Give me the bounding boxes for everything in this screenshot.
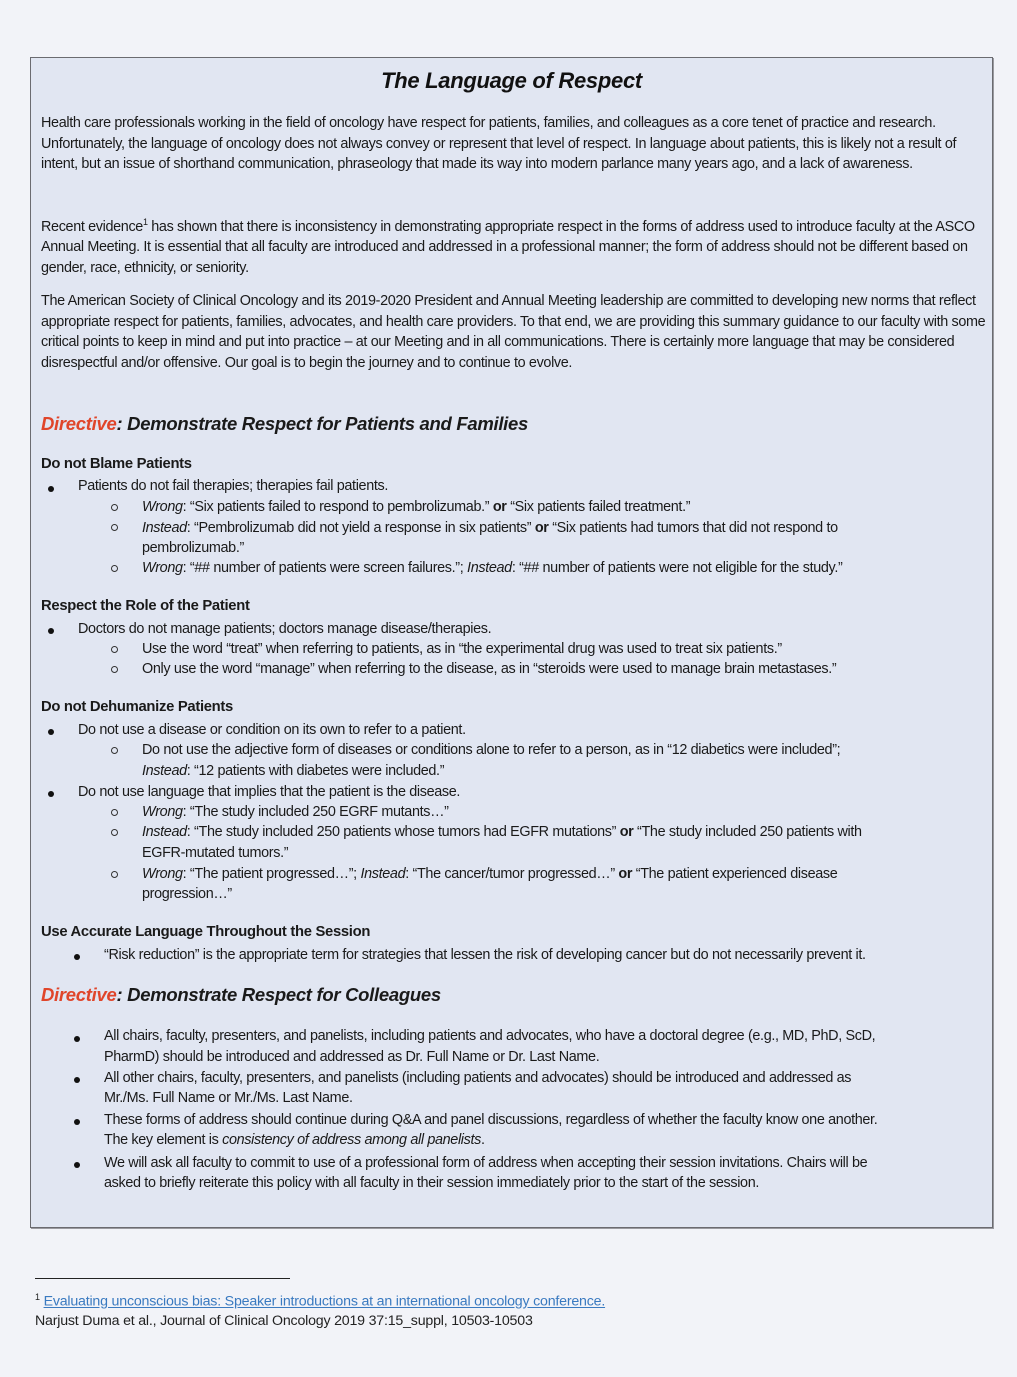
sub-list-item: Only use the word “manage” when referring to the disease, as in “steroids were used to manage brain metastases.”: [142, 661, 837, 677]
directive-colleagues-heading: Directive: Demonstrate Respect for Colleagues: [41, 984, 441, 1005]
sub-list-item: Instead: “The study included 250 patients whose tumors had EGFR mutations” or “The study included 250 patients with: [142, 824, 862, 840]
footnote-1: [35, 1292, 605, 1310]
sub-bullet-icon: [111, 747, 118, 754]
bullet-icon: [74, 1162, 80, 1168]
section-heading-blame: Do not Blame Patients: [41, 456, 192, 472]
page-title: The Language of Respect: [381, 68, 642, 93]
sub-list-item: Wrong: “Six patients failed to respond to pembrolizumab.” or “Six patients failed treatment.”: [142, 499, 691, 515]
sub-list-item: Use the word “treat” when referring to patients, as in “the experimental drug was used to treat six patients.”: [142, 641, 782, 657]
list-item-continuation: Mr./Ms. Full Name or Mr./Ms. Last Name.: [104, 1090, 353, 1106]
sub-bullet-icon: [111, 504, 118, 511]
bullet-icon: [48, 486, 54, 492]
footnote-link[interactable]: Evaluating unconscious bias: Speaker introductions at an international oncology conference.: [43, 1293, 606, 1310]
bullet-icon: [48, 791, 54, 797]
footnote-divider: [35, 1278, 290, 1279]
directive-patients-heading: Directive: Demonstrate Respect for Patients and Families: [41, 413, 528, 434]
footnote-marker: 1: [35, 1292, 40, 1302]
list-item: Do not use language that implies that the patient is the disease.: [78, 784, 461, 800]
section-heading-dehumanize: Do not Dehumanize Patients: [41, 699, 233, 715]
sub-list-item: Do not use the adjective form of diseases or conditions alone to refer to a person, as in “12 diabetics were included”;: [142, 742, 841, 758]
sub-list-item-continuation: Instead: “12 patients with diabetes were included.”: [142, 763, 445, 779]
sub-list-item: Wrong: “## number of patients were screen failures.”; Instead: “## number of patients were not eligible for the study.”: [142, 560, 843, 576]
sub-list-item: Wrong: “The patient progressed…”; Instead: “The cancer/tumor progressed…” or “The patient experienced disease: [142, 866, 838, 882]
bullet-icon: [74, 1119, 80, 1125]
list-item-continuation: PharmD) should be introduced and addressed as Dr. Full Name or Dr. Last Name.: [104, 1049, 600, 1065]
list-item: Patients do not fail therapies; therapies fail patients.: [78, 478, 388, 494]
sub-bullet-icon: [111, 646, 118, 653]
list-item-continuation: The key element is consistency of address among all panelists.: [104, 1132, 485, 1148]
bullet-icon: [48, 729, 54, 735]
footnote-ref[interactable]: 1: [142, 217, 148, 227]
list-item: These forms of address should continue during Q&A and panel discussions, regardless of whether the faculty know one another.: [104, 1112, 878, 1128]
intro-paragraph-2: Recent evidence$^1$ has shown that there is inconsistency in demonstrating appropriate respect in the forms of address used to introduce faculty at the ASCO Annual Meeting. It is essential that all faculty are introduced and addressed in a professional manner; the form of address should not be different based on gender, race, ethnicity, or seniority.: [41, 217, 975, 276]
content-box: [30, 57, 993, 1228]
sub-bullet-icon: [111, 666, 118, 673]
intro-paragraph-3: The American Society of Clinical Oncology and its 2019-2020 President and Annual Meeting leadership are committed to developing new norms that reflect appropriate respect for patients, families, advocates, and health care providers. To that end, we are providing this summary guidance to our faculty with some critical points to keep in mind and put into practice – at our Meeting and in all communications. There is certainly more language that may be considered disrespectful and/or offensive. Our goal is to begin the journey and to continue to evolve.: [41, 293, 986, 371]
list-item: All chairs, faculty, presenters, and panelists, including patients and advocates, who have a doctoral degree (e.g., MD, PhD, ScD,: [104, 1028, 876, 1044]
bullet-icon: [74, 954, 80, 960]
sub-list-item: Wrong: “The study included 250 EGRF mutants…”: [142, 804, 449, 820]
list-item: Do not use a disease or condition on its own to refer to a patient.: [78, 722, 466, 738]
sub-bullet-icon: [111, 871, 118, 878]
sub-list-item-continuation: progression…”: [142, 886, 232, 902]
sub-bullet-icon: [111, 829, 118, 836]
list-item-continuation: asked to briefly reiterate this policy with all faculty in their session immediately prior to the start of the session.: [104, 1175, 760, 1191]
footnote-citation: Narjust Duma et al., Journal of Clinical Oncology 2019 37:15_suppl, 10503-10503: [35, 1313, 533, 1329]
bullet-icon: [74, 1077, 80, 1083]
section-heading-accurate: Use Accurate Language Throughout the Session: [41, 924, 371, 940]
sub-bullet-icon: [111, 524, 118, 531]
sub-list-item-continuation: pembrolizumab.”: [142, 540, 244, 556]
sub-bullet-icon: [111, 809, 118, 816]
section-heading-role: Respect the Role of the Patient: [41, 598, 250, 614]
sub-list-item: Instead: “Pembrolizumab did not yield a response in six patients” or “Six patients had tumors that did not respond to: [142, 520, 838, 536]
directive-label: Directive: [41, 413, 117, 434]
list-item: We will ask all faculty to commit to use of a professional form of address when accepting their session invitations. Chairs will be: [104, 1155, 868, 1171]
bullet-icon: [74, 1036, 80, 1042]
intro-paragraph-1: Health care professionals working in the field of oncology have respect for patients, families, and colleagues as a core tenet of practice and research. Unfortunately, the language of oncology does not always convey or represent that level of respect. In language about patients, this is likely not a result of intent, but an issue of shorthand communication, phraseology that made its way into modern parlance many years ago, and a lack of awareness.: [41, 115, 957, 173]
list-item: All other chairs, faculty, presenters, and panelists (including patients and advocates) should be introduced and addressed as: [104, 1070, 852, 1086]
sub-bullet-icon: [111, 565, 118, 572]
list-item: Doctors do not manage patients; doctors manage disease/therapies.: [78, 621, 492, 637]
directive-label: Directive: [41, 984, 117, 1005]
sub-list-item-continuation: EGFR-mutated tumors.”: [142, 845, 289, 861]
bullet-icon: [48, 628, 54, 634]
list-item: “Risk reduction” is the appropriate term for strategies that lessen the risk of developing cancer but do not necessarily prevent it.: [104, 947, 866, 963]
